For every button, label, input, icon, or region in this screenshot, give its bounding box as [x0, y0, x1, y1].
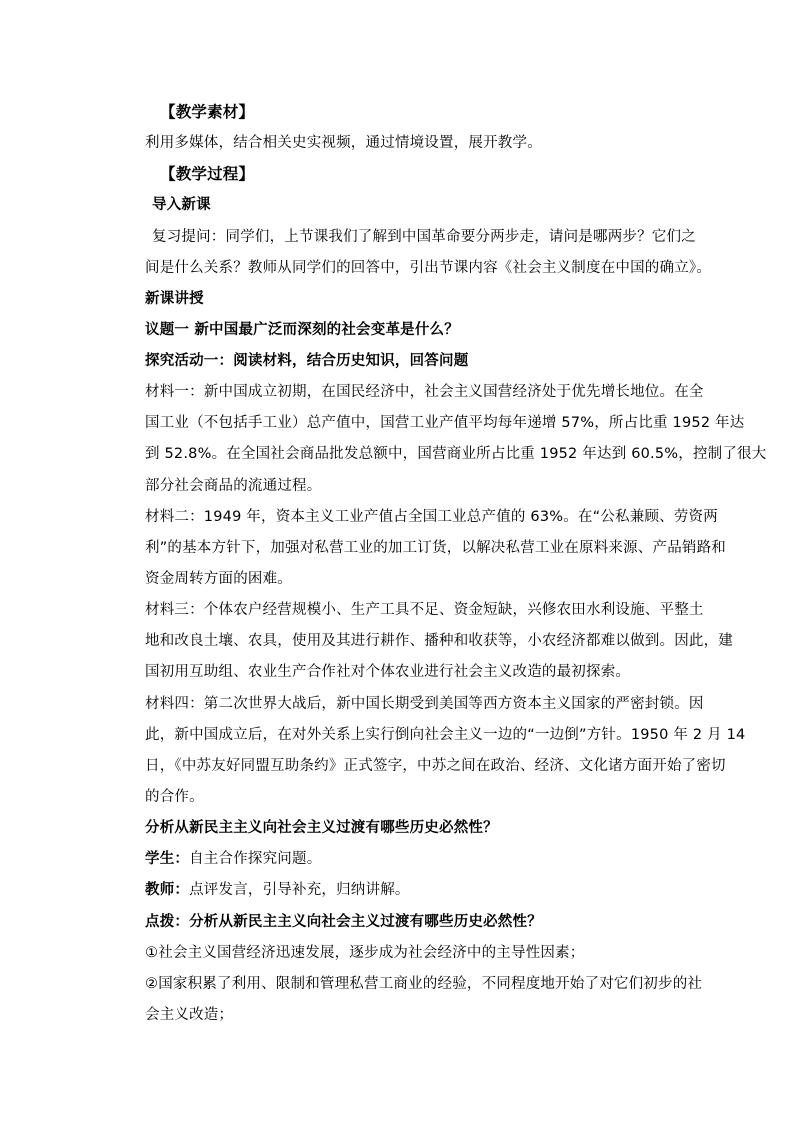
material3-line: 材料三：个体农户经营规模小、生产工具不足、资金短缺，兴修农田水利设施、平整土	[145, 602, 704, 618]
material1-line: 部分社会商品的流通过程。	[145, 478, 322, 494]
topic1-heading: 议题一 新中国最广泛而深刻的社会变革是什么？	[145, 322, 459, 338]
material4-line: 的合作。	[145, 789, 204, 805]
activity1-heading: 探究活动一：阅读材料，结合历史知识，回答问题	[145, 353, 469, 369]
materials-section-heading: 【教学素材】	[160, 103, 255, 121]
teacher-label: 教师：	[145, 882, 190, 898]
material4-line: 材料四：第二次世界大战后，新中国长期受到美国等西方资本主义国家的严密封锁。因	[145, 696, 704, 712]
teacher-row	[145, 881, 410, 899]
analysis-question: 分析从新民主主义向社会主义过渡有哪些历史必然性？	[145, 820, 498, 836]
material1-line: 材料一：新中国成立初期，在国民经济中，社会主义国营经济处于优先增长地位。在全	[145, 384, 704, 400]
material4-line: 此，新中国成立后，在对外关系上实行倒向社会主义一边的“一边倒”方针。1950 年 2 月 14	[145, 727, 746, 743]
material3-line: 国初用互助组、农业生产合作社对个体农业进行社会主义改造的最初探索。	[145, 664, 631, 680]
material1-line: 国工业（不包括手工业）总产值中，国营工业产值平均每年递增 57%，所占比重 1952 年达	[145, 415, 745, 431]
material1-line: 到 52.8%。在全国社会商品批发总额中，国营商业所占比重 1952 年达到 60.5%，控制了很大	[145, 446, 767, 462]
teacher-text: 点评发言，引导补充，归纳讲解。	[189, 882, 410, 898]
point-2-line: ②国家积累了利用、限制和管理私营工商业的经验，不同程度地开始了对它们初步的社	[145, 976, 703, 992]
material3-line: 地和改良土壤、农具，使用及其进行耕作、播种和收获等，小农经济都难以做到。因此，建	[145, 633, 733, 649]
material2-line: 材料二：1949 年，资本主义工业产值占全国工业总产值的 63%。在“公私兼顾、劳资两	[145, 509, 718, 525]
materials-text: 利用多媒体，结合相关史实视频，通过情境设置，展开教学。	[145, 135, 542, 151]
point-1: ①社会主义国营经济迅速发展，逐步成为社会经济中的主导性因素；	[145, 945, 585, 961]
review-paragraph-line: 复习提问：同学们，上节课我们了解到中国革命要分两步走，请问是哪两步？它们之	[152, 229, 696, 245]
intro-heading: 导入新课	[152, 197, 211, 213]
material2-line: 利”的基本方针下，加强对私营工业的加工订货，以解决私营工业在原料来源、产品销路和	[145, 540, 727, 556]
process-section-heading: 【教学过程】	[160, 165, 255, 183]
tip-line: 点拨：分析从新民主主义向社会主义过渡有哪些历史必然性？	[145, 914, 542, 930]
review-paragraph-line: 间是什么关系？教师从同学们的回答中，引出节课内容《社会主义制度在中国的确立》。	[145, 260, 712, 276]
material4-line: 日，《中苏友好同盟互助条约》正式签字，中苏之间在政治、经济、文化诸方面开始了密切	[145, 758, 726, 774]
student-row	[145, 850, 321, 868]
new-lesson-heading: 新课讲授	[145, 291, 204, 307]
point-2-line: 会主义改造；	[145, 1007, 234, 1023]
student-text: 自主合作探究问题。	[189, 851, 322, 867]
material2-line: 资金周转方面的困难。	[145, 571, 292, 587]
student-label: 学生：	[145, 851, 190, 867]
